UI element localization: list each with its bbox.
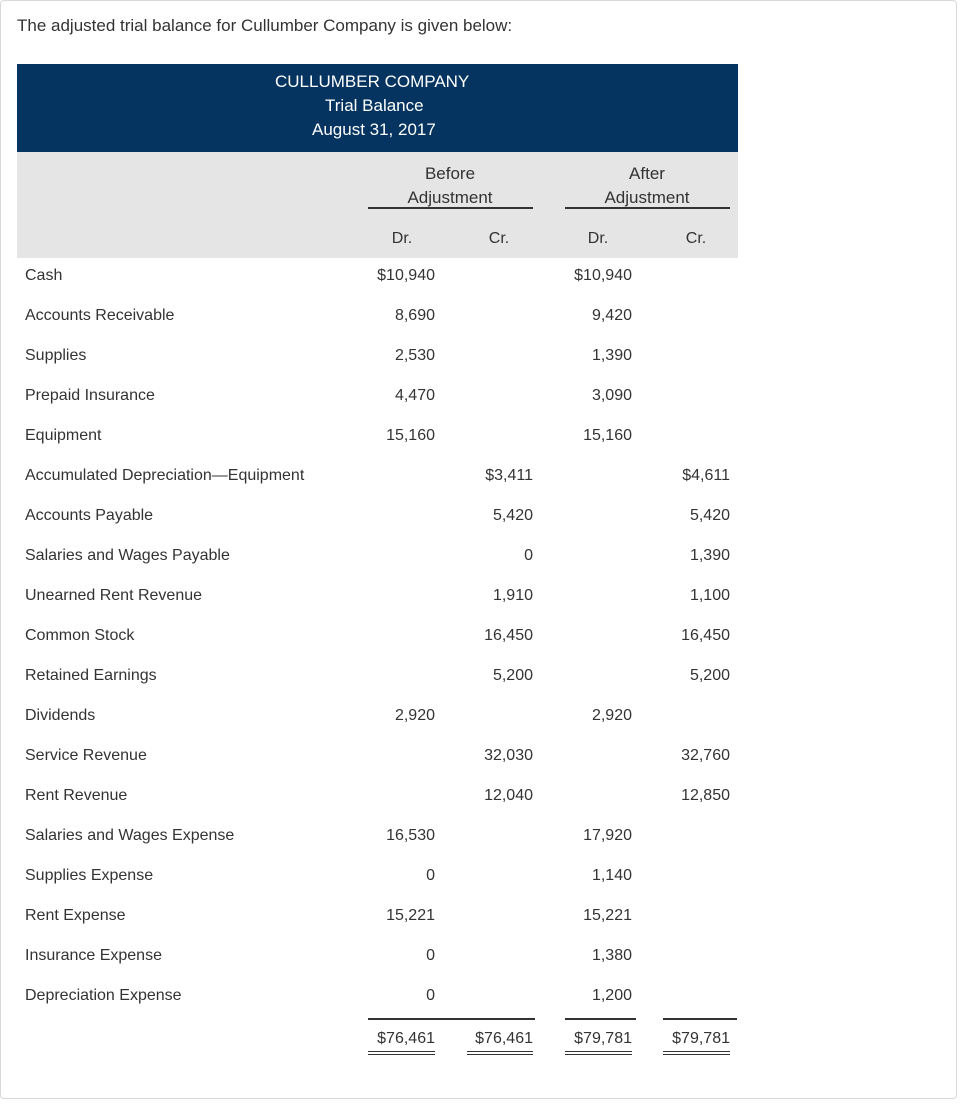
after-cr-double-underline xyxy=(663,1051,730,1055)
intro-text: The adjusted trial balance for Cullumber Company is given below: xyxy=(17,16,513,35)
after-adjustment-heading xyxy=(565,162,729,210)
before-dr-double-underline xyxy=(368,1051,435,1055)
column-headers xyxy=(17,152,738,258)
after-dr-amount: 1,200 xyxy=(591,987,632,1004)
account-name: Retained Earnings xyxy=(25,667,157,684)
table-row xyxy=(17,698,738,738)
before-dr-amount: 0 xyxy=(426,867,435,884)
account-name: Supplies xyxy=(25,347,87,364)
before-cr-amount: 16,450 xyxy=(484,627,533,644)
before-cr-amount: 5,200 xyxy=(492,667,533,684)
after-heading-line2: Adjustment xyxy=(604,188,690,207)
after-dr-amount: 17,920 xyxy=(583,827,632,844)
before-dr-amount: $10,940 xyxy=(377,267,435,284)
account-name: Depreciation Expense xyxy=(25,987,182,1004)
table-row xyxy=(17,978,738,1018)
statement-date: August 31, 2017 xyxy=(312,120,436,139)
account-name: Prepaid Insurance xyxy=(25,387,155,404)
table-row xyxy=(17,818,738,858)
table-row xyxy=(17,298,738,338)
table-row xyxy=(17,778,738,818)
before-dr-amount: 8,690 xyxy=(394,307,435,324)
account-name: Rent Revenue xyxy=(25,787,128,804)
after-cr-heading: Cr. xyxy=(685,230,707,247)
before-dr-amount: 15,160 xyxy=(386,427,435,444)
before-dr-amount: 2,530 xyxy=(394,347,435,364)
before-cr-double-underline xyxy=(467,1051,533,1055)
after-dr-amount: 3,090 xyxy=(591,387,632,404)
table-row xyxy=(17,498,738,538)
before-dr-amount: 15,221 xyxy=(386,907,435,924)
account-name: Dividends xyxy=(25,707,96,724)
account-name: Service Revenue xyxy=(25,747,147,764)
after-cr-amount: 16,450 xyxy=(681,627,730,644)
account-name: Unearned Rent Revenue xyxy=(25,587,203,604)
before-heading-line1: Before xyxy=(424,164,476,183)
after-heading-underline xyxy=(565,207,730,209)
trial-balance-table xyxy=(17,64,738,1068)
after-heading-line1: After xyxy=(629,164,665,183)
table-row xyxy=(17,578,738,618)
table-row xyxy=(17,458,738,498)
before-cr-amount: 1,910 xyxy=(492,587,533,604)
after-dr-amount: 1,380 xyxy=(591,947,632,964)
before-cr-amount: $3,411 xyxy=(485,467,533,484)
after-dr-total-rule xyxy=(565,1018,636,1020)
table-row xyxy=(17,418,738,458)
company-name: CULLUMBER COMPANY xyxy=(275,72,470,91)
table-header xyxy=(17,64,738,152)
account-name: Salaries and Wages Payable xyxy=(25,547,230,564)
before-adjustment-heading xyxy=(368,162,532,210)
before-heading-line2: Adjustment xyxy=(407,188,493,207)
account-name: Accumulated Depreciation—Equipment xyxy=(25,467,305,484)
after-dr-double-underline xyxy=(565,1051,632,1055)
after-dr-amount: $10,940 xyxy=(574,267,632,284)
before-dr-amount: 0 xyxy=(426,947,435,964)
table-row xyxy=(17,538,738,578)
table-row xyxy=(17,658,738,698)
before-cr-amount: 5,420 xyxy=(492,507,533,524)
account-name: Cash xyxy=(25,267,63,284)
after-cr-amount: 32,760 xyxy=(681,747,730,764)
after-cr-amount: 1,390 xyxy=(689,547,730,564)
table-row xyxy=(17,378,738,418)
table-row xyxy=(17,938,738,978)
before-dr-amount: 0 xyxy=(426,987,435,1004)
after-dr-amount: 15,160 xyxy=(583,427,632,444)
after-cr-amount: 12,850 xyxy=(681,787,730,804)
before-heading-underline xyxy=(368,207,533,209)
table-row xyxy=(17,618,738,658)
account-name: Accounts Receivable xyxy=(25,307,175,324)
table-row xyxy=(17,898,738,938)
total-before-cr: $76,461 xyxy=(475,1030,533,1047)
account-name: Rent Expense xyxy=(25,907,126,924)
before-cr-heading: Cr. xyxy=(488,230,510,247)
after-dr-amount: 2,920 xyxy=(591,707,632,724)
before-cr-amount: 12,040 xyxy=(484,787,533,804)
account-name: Supplies Expense xyxy=(25,867,154,884)
after-dr-amount: 9,420 xyxy=(591,307,632,324)
table-row xyxy=(17,738,738,778)
after-dr-amount: 1,390 xyxy=(591,347,632,364)
before-dr-heading: Dr. xyxy=(391,230,413,247)
after-cr-amount: 1,100 xyxy=(689,587,730,604)
after-cr-amount: 5,420 xyxy=(689,507,730,524)
account-name: Accounts Payable xyxy=(25,507,154,524)
statement-title: Trial Balance xyxy=(325,96,424,115)
after-dr-amount: 15,221 xyxy=(583,907,632,924)
account-name: Common Stock xyxy=(25,627,135,644)
after-dr-amount: 1,140 xyxy=(591,867,632,884)
before-dr-amount: 4,470 xyxy=(394,387,435,404)
total-after-dr: $79,781 xyxy=(574,1030,632,1047)
after-cr-total-rule xyxy=(663,1018,737,1020)
before-cr-amount: 32,030 xyxy=(484,747,533,764)
table-row xyxy=(17,338,738,378)
account-name: Equipment xyxy=(25,427,102,444)
table-row xyxy=(17,858,738,898)
totals-row xyxy=(17,1018,738,1068)
before-cr-total-rule xyxy=(467,1018,535,1020)
total-after-cr: $79,781 xyxy=(672,1030,730,1047)
after-cr-amount: $4,611 xyxy=(682,467,730,484)
account-rows xyxy=(17,258,738,1018)
before-cr-amount: 0 xyxy=(524,547,533,564)
account-name: Salaries and Wages Expense xyxy=(25,827,235,844)
after-dr-heading: Dr. xyxy=(587,230,609,247)
before-dr-amount: 16,530 xyxy=(386,827,435,844)
account-name: Insurance Expense xyxy=(25,947,162,964)
after-cr-amount: 5,200 xyxy=(689,667,730,684)
before-dr-amount: 2,920 xyxy=(394,707,435,724)
table-row xyxy=(17,258,738,298)
total-before-dr: $76,461 xyxy=(377,1030,435,1047)
